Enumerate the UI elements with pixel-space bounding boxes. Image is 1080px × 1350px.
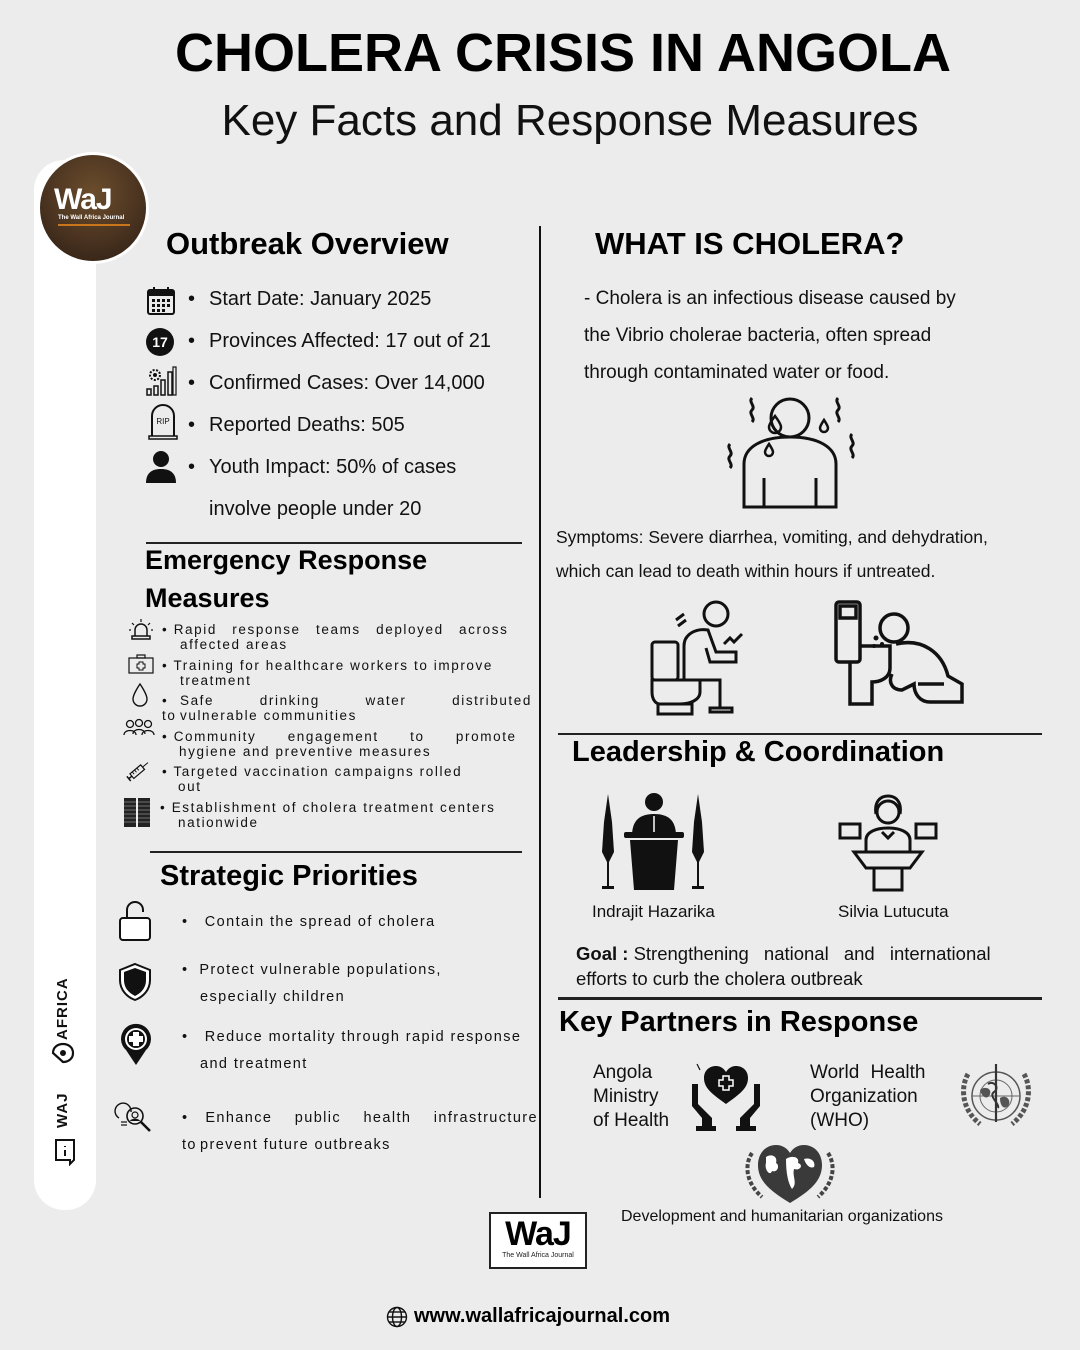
fact-youth: • Youth Impact: 50% of cases [188, 456, 456, 479]
sweating-person-icon [722, 392, 862, 510]
leadership-heading: Leadership & Coordination [572, 736, 945, 768]
definition-line: - Cholera is an infectious disease caused by [584, 288, 956, 309]
response-item: • Safe drinking water distributed to [162, 693, 532, 723]
page-subtitle: Key Facts and Response Measures [221, 96, 919, 145]
syringe-icon [124, 758, 152, 784]
partner-ministry: Angola Ministry of Health [593, 1062, 670, 1131]
sidebar-label-africa: AFRICA [54, 977, 71, 1040]
response-item-cont: out [178, 779, 202, 794]
shield-icon [118, 962, 152, 1002]
goal-label: Goal : [576, 943, 629, 964]
medical-kit-icon [128, 654, 154, 674]
response-item-cont: affected areas [180, 637, 288, 652]
calendar-icon [146, 286, 176, 316]
emergency-heading-line1: Emergency Response [145, 545, 428, 575]
goal-statement: Goal : Strengthening national and international [576, 943, 991, 964]
priority-item: • Reduce mortality through rapid response [182, 1029, 522, 1045]
column-divider [539, 226, 541, 1198]
hands-heart-icon [690, 1058, 762, 1132]
siren-icon [128, 618, 154, 640]
vomiting-toilet-icon [832, 598, 972, 714]
symptoms-line: Symptoms: Severe diarrhea, vomiting, and dehydration, [556, 527, 988, 547]
section-divider [150, 851, 522, 853]
brand-logo[interactable] [37, 152, 149, 264]
footer-logo-tagline: The Wall Africa Journal [502, 1252, 574, 1259]
tombstone-icon [147, 404, 179, 440]
globe-heart-icon [742, 1143, 838, 1205]
priority-item: • Enhance public health infrastructure to [182, 1110, 538, 1153]
fact-deaths: • Reported Deaths: 505 [188, 414, 405, 437]
response-item-cont: nationwide [178, 815, 259, 830]
response-item: • Training for healthcare workers to improve [162, 658, 493, 673]
symptoms-line: which can lead to death within hours if untreated. [556, 561, 936, 581]
globe-icon [386, 1306, 408, 1328]
info-note-icon [54, 1138, 78, 1166]
number-17-badge-icon: 17 [146, 328, 174, 356]
response-item-cont: treatment [180, 673, 252, 688]
research-idea-icon [113, 1100, 153, 1134]
priorities-heading: Strategic Priorities [160, 860, 418, 892]
fact-provinces: • Provinces Affected: 17 out of 21 [188, 330, 491, 353]
response-item-cont: vulnerable communities [180, 708, 358, 723]
priority-item-cont: prevent future outbreaks [200, 1137, 391, 1153]
what-is-heading: WHAT IS CHOLERA? [595, 226, 905, 261]
community-icon [123, 718, 155, 736]
partner-other-orgs: Development and humanitarian organizations [621, 1208, 943, 1225]
fact-youth-continuation: involve people under 20 [209, 498, 422, 520]
padlock-icon [118, 900, 152, 942]
diarrhea-toilet-icon [650, 600, 750, 716]
definition-line: through contaminated water or food. [584, 362, 890, 383]
who-emblem-icon [954, 1060, 1038, 1134]
website-link[interactable]: www.wallafricajournal.com [414, 1305, 670, 1327]
page-title: CHOLERA CRISIS IN ANGOLA [174, 23, 951, 83]
priority-item: • Protect vulnerable populations, [182, 962, 442, 978]
medical-pin-icon [119, 1022, 153, 1066]
partners-heading: Key Partners in Response [559, 1006, 919, 1038]
building-icon [123, 796, 151, 828]
person-icon [145, 450, 177, 484]
response-item: • Community engagement to promote [162, 729, 517, 744]
emergency-heading-line2: Measures [145, 583, 270, 613]
logo-text: WaJ [54, 183, 112, 216]
section-divider [558, 997, 1042, 1000]
presenter-podium-icon [838, 794, 938, 894]
response-item-cont: hygiene and preventive measures [179, 744, 432, 759]
response-item: • Targeted vaccination campaigns rolled [162, 764, 463, 779]
priority-item: • Contain the spread of cholera [182, 914, 436, 930]
footer-logo-text: WaJ [505, 1215, 571, 1253]
priority-item-cont: especially children [200, 989, 346, 1005]
logo-accent-bar [58, 224, 130, 226]
tombstone-label: RIP [156, 417, 170, 426]
location-pin-icon [51, 1042, 75, 1064]
water-drop-icon [131, 682, 149, 708]
response-item: • Establishment of cholera treatment centers [160, 800, 496, 815]
virus-chart-icon [145, 366, 177, 396]
fact-cases: • Confirmed Cases: Over 14,000 [188, 372, 485, 395]
logo-tagline: The Wall Africa Journal [58, 215, 125, 221]
priority-item-cont: and treatment [200, 1056, 308, 1072]
goal-statement-cont: efforts to curb the cholera outbreak [576, 968, 863, 989]
footer-logo[interactable] [489, 1212, 587, 1269]
speaker-podium-icon [600, 792, 708, 892]
outbreak-heading: Outbreak Overview [166, 226, 449, 261]
sidebar-label-waj: WAJ [54, 1092, 71, 1128]
definition-line: the Vibrio cholerae bacteria, often spread [584, 325, 932, 346]
leader-name: Indrajit Hazarika [592, 902, 715, 921]
fact-start-date: • Start Date: January 2025 [188, 288, 431, 311]
partner-who: World Health Organization (WHO) [810, 1062, 926, 1131]
response-item: • Rapid response teams deployed across [162, 622, 509, 637]
leader-name: Silvia Lutucuta [838, 902, 949, 921]
section-divider [558, 733, 1042, 735]
